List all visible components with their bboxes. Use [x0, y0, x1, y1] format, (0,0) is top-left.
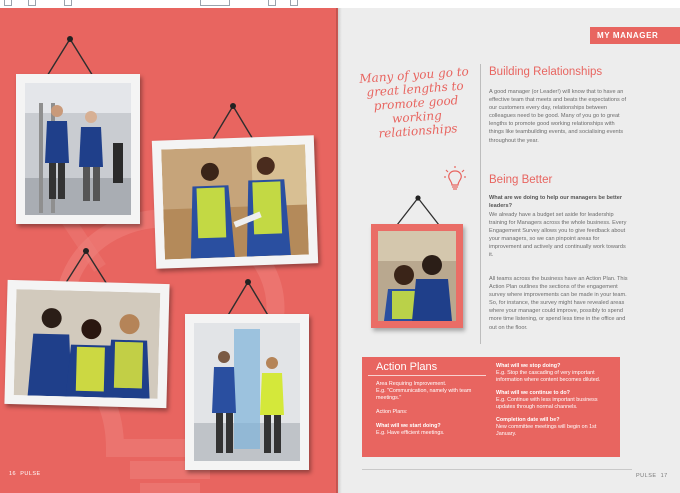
page-gutter — [336, 8, 342, 493]
page-number: 16 — [9, 471, 17, 477]
photo-frame-selfie — [371, 224, 463, 328]
area-example: E.g. "Communication, namely with team meetings." — [376, 388, 472, 401]
completion-answer: New committee meetings will begin on 1st January. — [496, 424, 597, 437]
left-folio — [9, 471, 41, 477]
plans-label: Action Plans: — [376, 409, 408, 415]
heading-building-relationships: Building Relationships — [489, 66, 603, 78]
photo-two-colleagues-ladders — [25, 83, 131, 215]
page-number: 17 — [660, 473, 668, 479]
photo-two-women-selfie — [378, 231, 456, 321]
continue-question: What will we continue to do? — [496, 390, 570, 396]
lightbulb-icon — [444, 166, 466, 192]
toolbar-icon[interactable] — [268, 0, 276, 6]
picture-hanger-icon — [393, 193, 443, 227]
right-folio — [636, 473, 668, 479]
toolbar-icon[interactable] — [4, 0, 12, 6]
toolbar-icon[interactable] — [28, 0, 36, 6]
photo-colleagues-with-ladder — [194, 323, 300, 461]
photo-two-men-hi-vis — [161, 145, 309, 260]
title-underline — [368, 375, 486, 376]
action-plans-box — [362, 357, 620, 457]
publication-name: PULSE — [20, 471, 41, 477]
footer-rule — [362, 469, 632, 470]
column-divider — [480, 64, 481, 344]
building-relationships-body: A good manager (or Leader!) will know that to have an effective team that meets and beats the expectations of our customers every day, relationships between colleagues need to be good. Many of you go to great lengths to promote good working relationships with things like teambuilding events, and socialising events throughout the year. — [489, 89, 627, 144]
photo-frame-three-women — [4, 280, 169, 408]
stop-question: What will we stop doing? — [496, 363, 561, 369]
toolbar-icon[interactable] — [290, 0, 298, 6]
publication-name: PULSE — [636, 473, 657, 479]
action-col-left — [376, 381, 486, 437]
toolbar-icon[interactable] — [64, 0, 72, 6]
heading-being-better: Being Better — [489, 174, 553, 186]
start-answer: E.g. Have efficient meetings. — [376, 430, 445, 436]
section-tab: MY MANAGER — [590, 27, 680, 44]
toolbar-input[interactable] — [200, 0, 230, 6]
photo-three-colleagues — [14, 289, 161, 399]
viewer-toolbar — [0, 0, 680, 8]
continue-answer: E.g. Continue with less important business updates through normal channels. — [496, 397, 598, 410]
pull-quote: Many of you go to great lengths to promote good working relationships — [358, 64, 470, 141]
photo-frame-two-men — [152, 135, 318, 269]
being-better-question: What are we doing to help our managers be better leaders? — [489, 195, 623, 210]
action-col-right — [496, 363, 614, 438]
being-better-paragraph-1: We already have a budget set aside for leadership training for Managers across the whole business. Every Engagement Survey allows you to give feedback about your managers, so we can pinpoint areas for improvement and actively and continually work towards it. — [489, 212, 627, 259]
area-label: Area Requiring Improvement. — [376, 381, 447, 387]
start-question: What will we start doing? — [376, 423, 441, 429]
completion-question: Completion date will be? — [496, 417, 560, 423]
photo-frame-men-ladder — [185, 314, 309, 470]
left-page — [0, 8, 338, 493]
action-plans-title: Action Plans — [376, 361, 438, 373]
photo-frame-staff-warehouse — [16, 74, 140, 224]
being-better-paragraph-2: All teams across the business have an Action Plan. This Action Plan outlines the sections of the engagement survey where improvements can be made in your team. So, for instance, the survey might have revealed areas where your manager could improve, possibly to spend more time listening, or spend less time in the office and out on the floor. — [489, 276, 628, 331]
stop-answer: E.g. Stop the cascading of very important information where content becomes diluted. — [496, 370, 601, 383]
